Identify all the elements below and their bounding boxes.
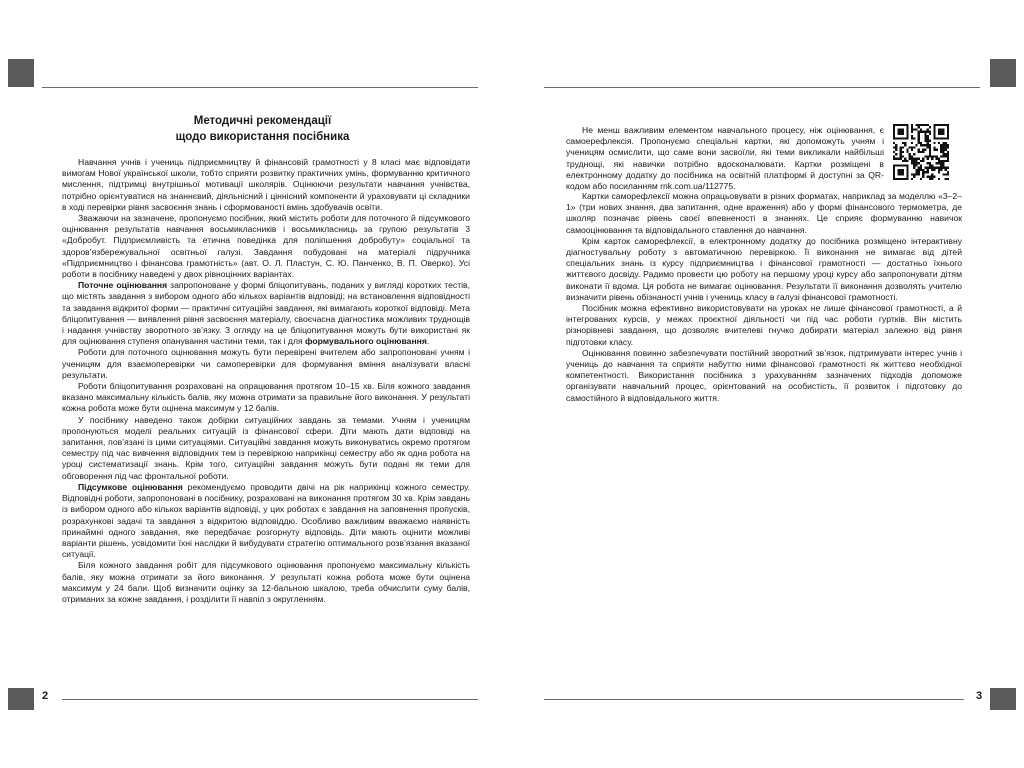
left-page-number: 2 <box>42 690 49 702</box>
text-run: Роботи бліцопитування розраховані на опрацювання протягом 10–15 хв. Біля кожного завдання вказано максимальну кількість балів, яку можна отримати за правильне його виконання. У результаті кожна робота може бути оцінена максимум у 12 балів. <box>62 381 470 414</box>
bold-term: Поточне оцінювання <box>78 280 168 291</box>
text-run: Крім карток саморефлексії, в електронному додатку до посібника розміщено інтерактивну діагностувальну роботу з автоматичною перевіркою. Її виконання не вимагає від дітей спеціальних знань із курсу підприємництва і фінансової грамотності — достатньо їхнього життєвого досвіду. Радимо провести цю роботу на першому уроці курсу або запропонувати дітям виконати її вдома. Ця робота не вимагає оцінювання. Результати її виконання дозволять учителю визначити рівень обізнаності учнів і учениць класу в галузі фінансової грамотності. <box>566 235 962 302</box>
text-run: Зважаючи на зазначене, пропонуємо посібник, який містить роботи для поточного й підсумкового оцінювання результатів навчання восьмикласників і восьмикласниць за групою результатів 3 «Добробут. Підприємливість та етична поведінка для поліпшення добробуту» соціальної та здоров’язбережувальної освітньої галузі. Завдання побудовані на матеріалі підручника «Підприємництво і фінансова грамотність» (авт. О. Л. Пластун, С. Ю. Панченко, В. П. Оверко). Усі роботи в посібнику наведені у двох рівноцінних варіантах. <box>62 213 470 280</box>
qr-code-icon[interactable] <box>893 124 949 180</box>
paragraph <box>566 236 962 303</box>
paragraph <box>62 381 470 415</box>
page-title <box>90 113 435 145</box>
text-run: рекомендуємо проводити двічі на рік наприкінці кожного семестру. Відповідні роботи, запропоновані в посібнику, розраховані на виконання протягом 30 хв. Крім завдань із вибором одного або кількох варіантів відповіді, у цих роботах є завдання на заповнення пропусків, розрахункові задачі та завдання з відкритою відповіддю. Особливо важливим вважаємо наявність принаймні одного завдання, яке передбачає розгорнуту відповідь. Діти мають оцінити можливі варіанти рішень, усвідомити їхні наслідки й вибудувати стратегію оптимального розв’язання вказаної ситуації. <box>62 481 470 560</box>
left-header-rule <box>42 87 478 88</box>
right-footer-rule <box>544 699 964 700</box>
right-page-number: 3 <box>976 690 983 702</box>
text-run: Картки саморефлексії можна опрацьовувати в різних форматах, наприклад за моделлю «3–2–1» (три нових знання, два запитання, одне враження) або у формі фінансового термометра, де школяр позначає рівень своєї впевненості в знаннях. Це сприяє формуванню навичок самооцінювання та відповідального ставлення до навчання. <box>566 191 962 235</box>
bold-term: Підсумкове оцінювання <box>78 481 183 492</box>
left-body-text <box>62 157 470 605</box>
left-bottom-tab <box>8 688 34 710</box>
paragraph <box>62 280 470 347</box>
right-top-tab <box>990 59 1016 87</box>
paragraph <box>62 482 470 560</box>
page-title-line-1: Методичні рекомендації <box>193 115 332 127</box>
text-run: Біля кожного завдання робіт для підсумкового оцінювання пропонуємо максимальну кількість балів, яку можна отримати за його виконання. У результаті кожна робота може бути оцінена максимум у 24 бали. Щоб визначити оцінку за 12-бальною шкалою, треба обчислити суму балів, отриманих за кожне завдання, і розділити її навпіл з округленням. <box>62 560 470 604</box>
right-bottom-tab <box>990 688 1016 710</box>
text-run: Не менш важливим елементом навчального процесу, ніж оцінювання, є самоерефлексія. Пропонуємо спеціальні картки, які допоможуть учням і ученицям осмислити, що саме вони засвоїли, які теми викликали найбільші труднощі, які навички потрібно вдосконалювати. Картки розміщені в електронному додатку до посібника на освітній платформі й доступні за QR-кодом або посиланням rnk.com.ua/112775. <box>566 125 884 192</box>
paragraph <box>566 348 962 404</box>
text-run: Оцінювання повинно забезпечувати постійний зворотний зв’язок, підтримувати інтерес учнів і учениць до навчання та сприяти набуттю ними фінансової грамотності як життєво необхідної компетентності. Використання посібника з урахуванням зазначених підходів допоможе організувати навчальний процес, орієнтований на особистість, її розвиток і підготовку до самостійного й відповідального життя. <box>566 347 962 403</box>
text-run: Навчання учнів і учениць підприємництву й фінансовій грамотності у 8 класі має відповідати вимогам Нової української школи, тобто сприяти розвитку практичних умінь, формуванню критичного мислення, підтримці внутрішньої мотивації школярів. Оцінюючи результати навчання учнівства, потрібно орієнтуватися на знаннєвий, діяльнісний і ціннісний компоненти й ураховувати ці складники в ході перевірки рівня засвоєння знань і сформованості вмінь здобувачів освіти. <box>62 157 470 212</box>
paragraph <box>62 347 470 381</box>
paragraph <box>62 157 470 213</box>
left-footer-rule <box>62 699 478 700</box>
paragraph <box>566 125 884 192</box>
text-run: У посібнику наведено також добірки ситуаційних завдань за темами. Учням і ученицям пропонуються моделі реальних ситуацій із фінансової сфери. Діти мають дати відповіді на запитання, пов’язані із цими ситуаціями. Ситуаційні завдання можуть виконуватись окремо протягом семестру під час вивчення відповідних тем із перевіркою наприкінці семестру або як одна робота на уроці систематизації знань. Крім того, ситуаційні завдання можуть бути подані як теми для обговорення під час фронтальної роботи. <box>62 414 470 481</box>
page-title-line-2: щодо використання посібника <box>175 131 350 143</box>
text-run: запропоноване у формі бліцопитувань, поданих у вигляді коротких тестів, що містять завдання з вибором одного або кількох варіантів відповіді; на встановлення відповідності та завдання відкритої форми — практичні ситуаційні завдання, які вимагають короткої відповіді. Мета бліцопитування — виявлення рівня засвоєння матеріалу, своєчасна діагностика можливих труднощів і надання учнівству зворотного зв’язку. З огляду на це бліцопитування можуть бути використані як для оцінювання ступеня опанування частини теми, так і для <box>62 280 471 347</box>
text-run: Роботи для поточного оцінювання можуть бути перевірені вчителем або запропоновані учням і ученицям для взаємоперевірки чи самоперевірки для формування вміння аналізувати власні результати. <box>62 347 470 380</box>
right-body-text <box>566 191 962 404</box>
text-run: . <box>426 336 430 347</box>
bold-term: формувального оцінювання <box>305 336 427 347</box>
paragraph <box>62 560 470 605</box>
text-run: Посібник можна ефективно використовувати на уроках не лише фінансової грамотності, а й інтегрованих курсів, у межах проєктної діяльності чи під час роботи гуртків. Він містить різнорівневі завдання, що дозволяє вчителеві гнучко добирати матеріал залежно від рівня підготовки класу. <box>566 303 962 347</box>
paragraph <box>62 213 470 280</box>
left-top-tab <box>8 59 34 87</box>
right-header-rule <box>544 87 980 88</box>
paragraph <box>566 191 962 236</box>
paragraph <box>62 415 470 482</box>
right-intro-text <box>566 125 884 192</box>
paragraph <box>566 303 962 348</box>
